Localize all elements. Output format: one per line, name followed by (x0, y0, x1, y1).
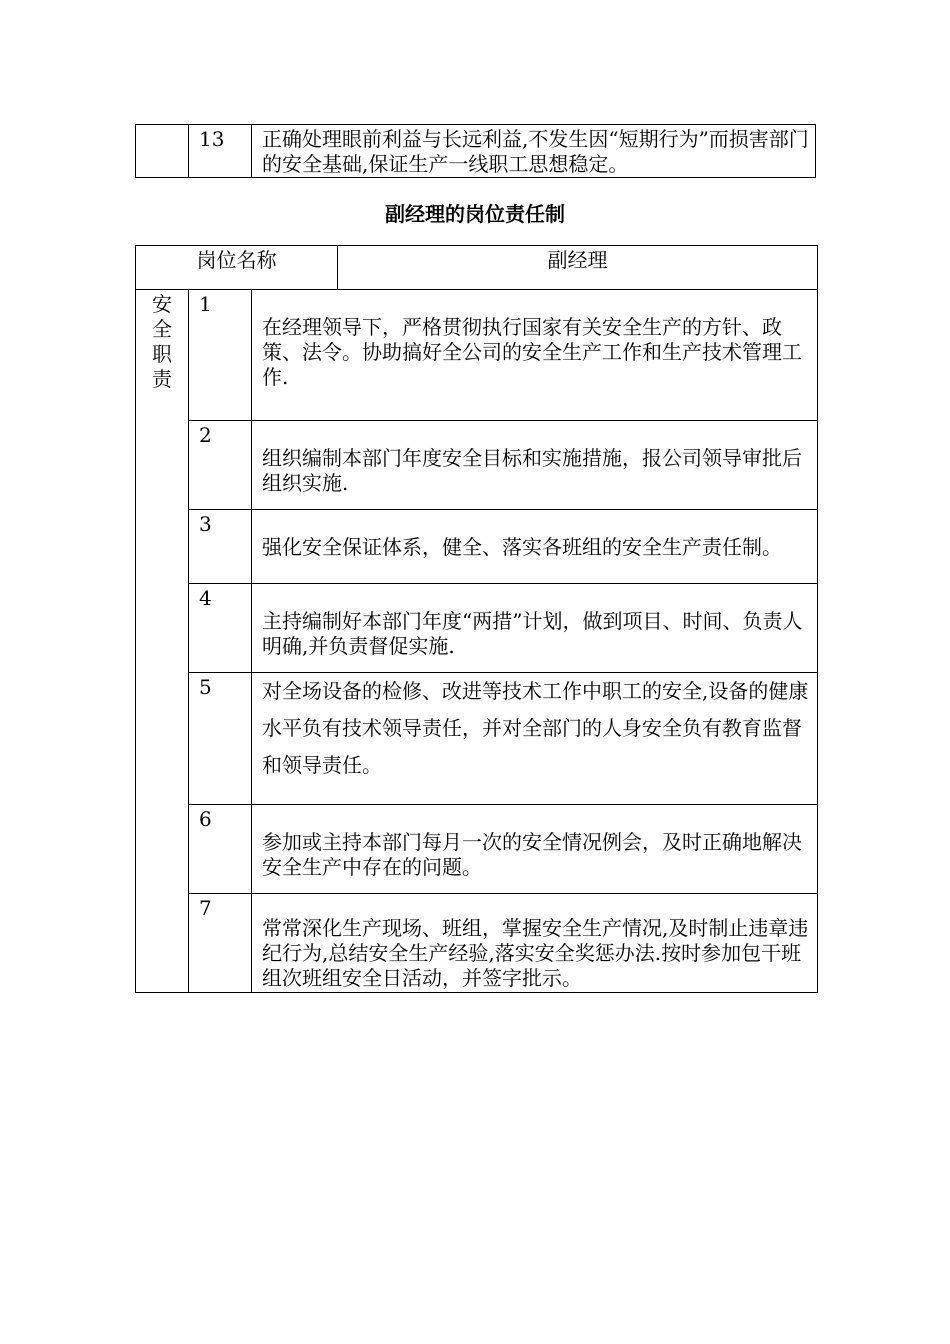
row-text: 主持编制好本部门年度“两措”计划，做到项目、时间、负责人明确,并负责督促实施. (252, 584, 818, 673)
duty-table (135, 245, 818, 993)
table-row (136, 805, 818, 894)
header-row (136, 246, 818, 290)
row-text: 正确处理眼前利益与长远利益,不发生因“短期行为”而损害部门的安全基础,保证生产一线职工思想稳定。 (252, 125, 816, 178)
table-row (136, 125, 816, 178)
empty-side-cell (136, 125, 189, 178)
previous-duty-table (135, 124, 816, 178)
side-label: 安全职责 (152, 292, 172, 391)
row-text: 强化安全保证体系，健全、落实各班组的安全生产责任制。 (252, 510, 818, 584)
side-label-cell (136, 290, 189, 993)
table-row (136, 421, 818, 510)
row-text: 参加或主持本部门每月一次的安全情况例会，及时正确地解决安全生产中存在的问题。 (252, 805, 818, 894)
row-number: 7 (189, 894, 252, 993)
section-title: 副经理的岗位责任制 (385, 202, 565, 226)
table-row (136, 510, 818, 584)
table-row (136, 894, 818, 993)
row-number: 5 (189, 673, 252, 805)
row-text: 对全场设备的检修、改进等技术工作中职工的安全,设备的健康水平负有技术领导责任，并对全部门的人身安全负有教育监督和领导责任。 (252, 673, 818, 805)
row-number: 3 (189, 510, 252, 584)
row-number: 13 (189, 125, 252, 178)
row-text: 在经理领导下，严格贯彻执行国家有关安全生产的方针、政策、法令。协助搞好全公司的安全生产工作和生产技术管理工作. (252, 290, 818, 421)
table-row (136, 290, 818, 421)
row-number: 1 (189, 290, 252, 421)
table-row (136, 584, 818, 673)
row-number: 4 (189, 584, 252, 673)
header-label: 岗位名称 (136, 246, 338, 290)
row-text: 组织编制本部门年度安全目标和实施措施，报公司领导审批后组织实施. (252, 421, 818, 510)
row-text: 常常深化生产现场、班组，掌握安全生产情况,及时制止违章违纪行为,总结安全生产经验,落实安全奖惩办法.按时参加包干班组次班组安全日活动，并签字批示。 (252, 894, 818, 993)
row-number: 6 (189, 805, 252, 894)
row-number: 2 (189, 421, 252, 510)
header-value: 副经理 (547, 248, 608, 272)
table-row (136, 673, 818, 805)
